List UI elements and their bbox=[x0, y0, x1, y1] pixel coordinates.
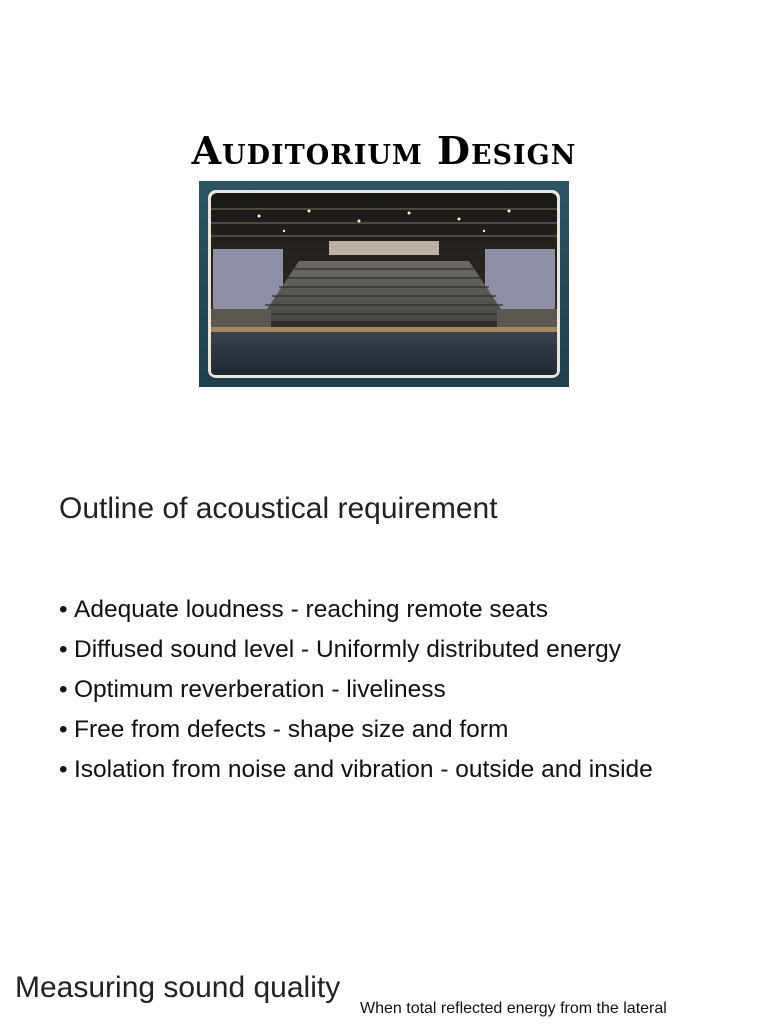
next-slide-note: When total reflected energy from the lateral bbox=[360, 1000, 667, 1017]
next-slide-heading: Measuring sound quality bbox=[15, 971, 341, 1004]
requirement-list bbox=[59, 594, 719, 794]
auditorium-illustration bbox=[199, 181, 569, 387]
section-heading: Outline of acoustical requirement bbox=[59, 492, 498, 525]
list-item: • Free from defects - shape size and form bbox=[59, 714, 719, 746]
bullet-icon: • bbox=[59, 676, 68, 703]
list-item: • Adequate loudness - reaching remote seats bbox=[59, 594, 719, 626]
bullet-icon: • bbox=[59, 596, 68, 623]
list-item: • Optimum reverberation - liveliness bbox=[59, 674, 719, 706]
bullet-icon: • bbox=[59, 716, 68, 743]
bullet-icon: • bbox=[59, 636, 68, 663]
list-item: • Isolation from noise and vibration - outside and inside bbox=[59, 754, 719, 786]
bullet-icon: • bbox=[59, 756, 68, 783]
slide-title: Auditorium Design bbox=[191, 128, 577, 173]
auditorium-photo bbox=[199, 181, 569, 387]
list-item: • Diffused sound level - Uniformly distributed energy bbox=[59, 634, 719, 666]
